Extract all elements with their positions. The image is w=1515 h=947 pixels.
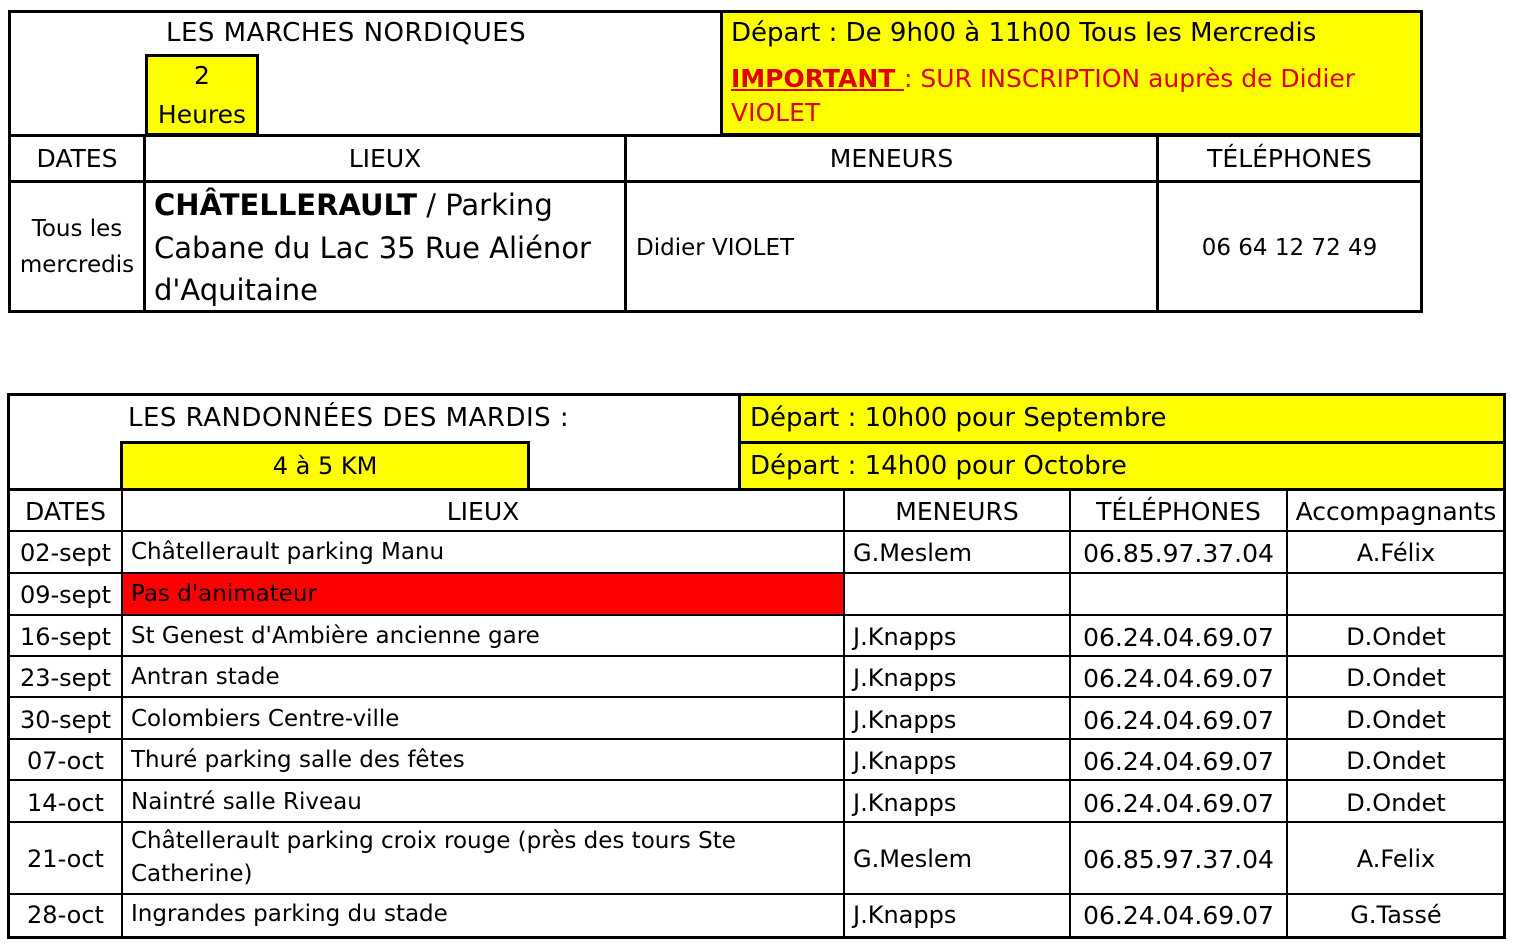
tuesday-header-dates: DATES (25, 497, 106, 526)
row-date: 02-sept (19, 539, 112, 567)
row-leader: J.Knapps (853, 747, 957, 775)
row-companion: A.Felix (1356, 845, 1436, 873)
row-date: 30-sept (19, 706, 112, 734)
row-date: 14-oct (27, 789, 104, 817)
row-date: 16-sept (19, 623, 112, 651)
nordic-depart-text: Départ : De 9h00 à 11h00 Tous les Mercredis (731, 18, 1317, 48)
nordic-row-date-1: Tous les (31, 216, 123, 242)
row-leader: G.Meslem (853, 845, 973, 873)
nordic-duration-number: 2 (194, 61, 210, 90)
nordic-row-date-2: mercredis (19, 252, 135, 278)
row-date: 21-oct (27, 845, 104, 873)
tuesday-row-line (7, 738, 1506, 740)
row-phone: 06.24.04.69.07 (1083, 623, 1274, 652)
nordic-header-telephones: TÉLÉPHONES (1207, 144, 1372, 173)
row-place: Antran stade (131, 664, 280, 690)
nordic-row-place-3: d'Aquitaine (154, 273, 318, 307)
row-date: 23-sept (19, 664, 112, 692)
row-leader: J.Knapps (853, 789, 957, 817)
row-companion: D.Ondet (1346, 623, 1446, 651)
row-date: 28-oct (27, 901, 104, 929)
tuesday-col-divider (121, 489, 123, 938)
nordic-title: LES MARCHES NORDIQUES (166, 18, 527, 48)
row-leader: J.Knapps (853, 664, 957, 692)
nordic-row-leader: Didier VIOLET (636, 235, 795, 261)
tuesday-header-accompagnants: Accompagnants (1295, 497, 1497, 526)
row-place: Thuré parking salle des fêtes (131, 747, 465, 773)
row-leader: J.Knapps (853, 901, 957, 929)
tuesday-header-telephones: TÉLÉPHONES (1096, 497, 1261, 526)
tuesday-row-line (7, 779, 1506, 781)
tuesday-row-line (7, 614, 1506, 616)
row-phone: 06.24.04.69.07 (1083, 664, 1274, 693)
row-leader: J.Knapps (853, 623, 957, 651)
row-companion: D.Ondet (1346, 664, 1446, 692)
tuesday-row-line (7, 530, 1506, 532)
row-place: St Genest d'Ambière ancienne gare (131, 623, 540, 649)
nordic-header-meneurs: MENEURS (829, 144, 954, 173)
tuesday-depart-sept: Départ : 10h00 pour Septembre (750, 403, 1167, 433)
nordic-row-phone: 06 64 12 72 49 (1201, 235, 1378, 261)
nordic-important-line2: VIOLET (731, 98, 821, 127)
nordic-header-top-line (8, 134, 1423, 137)
tuesday-row-line (7, 655, 1506, 657)
row-companion: D.Ondet (1346, 706, 1446, 734)
tuesday-row-line (7, 821, 1506, 823)
row-place: Colombiers Centre-ville (131, 706, 400, 732)
tuesday-depart-oct: Départ : 14h00 pour Octobre (750, 451, 1127, 481)
nordic-row-place-1 (154, 188, 553, 222)
row-place: Ingrandes parking du stade (131, 901, 448, 927)
nordic-header-lieux: LIEUX (348, 144, 422, 173)
row-place-alert: Pas d'animateur (131, 581, 317, 607)
tuesday-header-lieux: LIEUX (446, 497, 520, 526)
row-leader: J.Knapps (853, 706, 957, 734)
row-phone: 06.85.97.37.04 (1083, 539, 1274, 568)
nordic-header-dates: DATES (36, 144, 118, 173)
nordic-place-city: CHÂTELLERAULT (154, 188, 417, 222)
row-date: 09-sept (19, 581, 112, 609)
nordic-header-bottom-line (8, 180, 1423, 183)
tuesday-title: LES RANDONNÉES DES MARDIS : (128, 403, 570, 433)
row-companion: D.Ondet (1346, 789, 1446, 817)
row-phone: 06.24.04.69.07 (1083, 901, 1274, 930)
nordic-place-rest: / Parking (417, 188, 553, 222)
row-place-line1: Châtellerault parking croix rouge (près des tours Ste (131, 828, 736, 854)
row-place: Naintré salle Riveau (131, 789, 362, 815)
row-phone: 06.24.04.69.07 (1083, 789, 1274, 818)
row-phone: 06.24.04.69.07 (1083, 747, 1274, 776)
row-companion: D.Ondet (1346, 747, 1446, 775)
tuesday-row-line (7, 893, 1506, 895)
nordic-important-line (731, 66, 1355, 91)
tuesday-col-divider (843, 489, 845, 938)
row-place-line2: Catherine) (131, 861, 253, 887)
row-companion: G.Tassé (1350, 901, 1442, 929)
row-companion: A.Félix (1356, 539, 1436, 567)
row-phone: 06.24.04.69.07 (1083, 706, 1274, 735)
nordic-row-place-2: Cabane du Lac 35 Rue Aliénor (154, 231, 591, 265)
tuesday-distance: 4 à 5 KM (272, 452, 378, 480)
row-place: Châtellerault parking Manu (131, 539, 445, 565)
important-label: IMPORTANT (731, 64, 905, 93)
tuesday-header-meneurs: MENEURS (895, 497, 1019, 526)
important-text: : SUR INSCRIPTION auprès de Didier (904, 64, 1356, 93)
row-phone: 06.85.97.37.04 (1083, 845, 1274, 874)
tuesday-title-bottom-line (7, 488, 1506, 491)
tuesday-row-line (7, 696, 1506, 698)
row-date: 07-oct (27, 747, 104, 775)
nordic-duration-unit: Heures (157, 100, 247, 129)
row-leader: G.Meslem (853, 539, 973, 567)
